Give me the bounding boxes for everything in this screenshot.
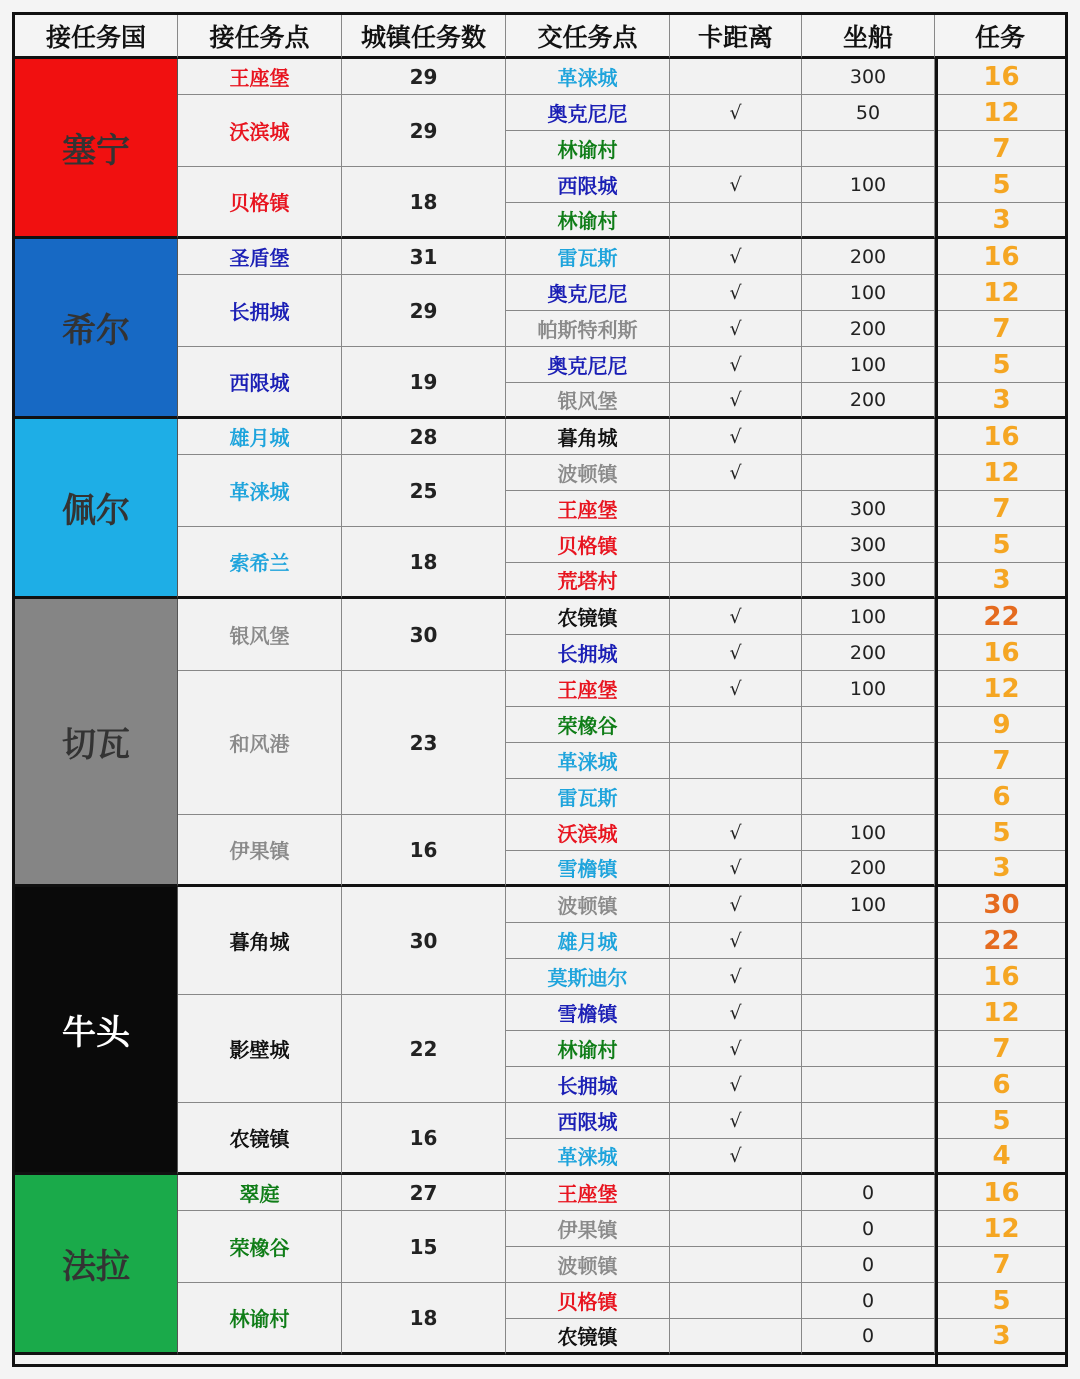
turnin-point: 伊果镇: [506, 1211, 670, 1247]
turnin-point: 西限城: [506, 167, 670, 203]
turnin-point: 雪檐镇: [506, 851, 670, 887]
turnin-point: 波顿镇: [506, 455, 670, 491]
task-count: 7: [938, 1247, 1065, 1283]
turnin-point: 雪檐镇: [506, 995, 670, 1031]
boat-cost: 300: [802, 59, 935, 95]
distance-check-mark: √: [670, 1031, 802, 1067]
distance-check-mark: √: [670, 851, 802, 887]
pickup-point: 暮角城: [178, 887, 342, 995]
boat-cost: 300: [802, 491, 935, 527]
town-task-count: 29: [342, 59, 506, 95]
task-count: 16: [938, 419, 1065, 455]
boat-cost: [802, 419, 935, 455]
town-task-count: 18: [342, 167, 506, 239]
turnin-point: 波顿镇: [506, 887, 670, 923]
pickup-point: 伊果镇: [178, 815, 342, 887]
town-task-count: 18: [342, 1283, 506, 1355]
task-count: 7: [938, 311, 1065, 347]
task-count: 5: [938, 1283, 1065, 1319]
task-count: 22: [938, 599, 1065, 635]
boat-cost: 200: [802, 383, 935, 419]
boat-cost: 0: [802, 1175, 935, 1211]
header-pickup: 接任务点: [178, 15, 342, 59]
header-task: 任务: [935, 15, 1065, 59]
boat-cost: [802, 923, 935, 959]
distance-check-mark: √: [670, 1139, 802, 1175]
distance-check-mark: √: [670, 455, 802, 491]
task-count: 12: [938, 1211, 1065, 1247]
turnin-point: 沃滨城: [506, 815, 670, 851]
distance-check-mark: [670, 563, 802, 599]
task-count: 5: [938, 1103, 1065, 1139]
boat-cost: 100: [802, 275, 935, 311]
pickup-point: 革涞城: [178, 455, 342, 527]
distance-check-mark: [670, 491, 802, 527]
distance-check-mark: √: [670, 311, 802, 347]
boat-cost: [802, 995, 935, 1031]
task-count: 30: [938, 887, 1065, 923]
boat-cost: [802, 1067, 935, 1103]
task-count: 22: [938, 923, 1065, 959]
header-town-count: 城镇任务数: [342, 15, 506, 59]
pickup-point: 农镜镇: [178, 1103, 342, 1175]
task-count: 3: [938, 851, 1065, 887]
country-cell: 佩尔: [15, 419, 178, 599]
distance-check-mark: √: [670, 671, 802, 707]
header-boat: 坐船: [802, 15, 935, 59]
country-cell: 切瓦: [15, 599, 178, 887]
distance-check-mark: √: [670, 95, 802, 131]
task-count: 3: [938, 203, 1065, 239]
task-count: 7: [938, 743, 1065, 779]
country-cell: 法拉: [15, 1175, 178, 1355]
boat-cost: 50: [802, 95, 935, 131]
pickup-point: 西限城: [178, 347, 342, 419]
town-task-count: 18: [342, 527, 506, 599]
turnin-point: 帕斯特利斯: [506, 311, 670, 347]
turnin-point: 银风堡: [506, 383, 670, 419]
turnin-point: 雄月城: [506, 923, 670, 959]
pickup-point: 雄月城: [178, 419, 342, 455]
town-task-count: 23: [342, 671, 506, 815]
distance-check-mark: [670, 743, 802, 779]
distance-check-mark: √: [670, 995, 802, 1031]
distance-check-mark: √: [670, 815, 802, 851]
pickup-point: 银风堡: [178, 599, 342, 671]
task-count: 6: [938, 1067, 1065, 1103]
turnin-point: 西限城: [506, 1103, 670, 1139]
distance-check-mark: √: [670, 167, 802, 203]
turnin-point: 奥克尼尼: [506, 95, 670, 131]
turnin-point: 长拥城: [506, 635, 670, 671]
town-task-count: 29: [342, 275, 506, 347]
task-count: 16: [938, 1175, 1065, 1211]
boat-cost: [802, 1139, 935, 1175]
turnin-point: 荣橡谷: [506, 707, 670, 743]
town-task-count: 30: [342, 887, 506, 995]
boat-cost: [802, 707, 935, 743]
task-count: 7: [938, 1031, 1065, 1067]
task-count: 5: [938, 167, 1065, 203]
distance-check-mark: √: [670, 383, 802, 419]
distance-check-mark: √: [670, 419, 802, 455]
task-count: 16: [938, 635, 1065, 671]
boat-cost: 300: [802, 563, 935, 599]
task-count: 16: [938, 59, 1065, 95]
boat-cost: [802, 455, 935, 491]
town-task-count: 27: [342, 1175, 506, 1211]
turnin-point: 贝格镇: [506, 527, 670, 563]
distance-check-mark: [670, 131, 802, 167]
distance-check-mark: √: [670, 239, 802, 275]
town-task-count: 28: [342, 419, 506, 455]
turnin-point: 奥克尼尼: [506, 347, 670, 383]
pickup-point: 索希兰: [178, 527, 342, 599]
pickup-point: 和风港: [178, 671, 342, 815]
distance-check-mark: [670, 1247, 802, 1283]
boat-cost: 0: [802, 1283, 935, 1319]
turnin-point: 林谕村: [506, 131, 670, 167]
boat-cost: 200: [802, 851, 935, 887]
pickup-point: 圣盾堡: [178, 239, 342, 275]
turnin-point: 王座堡: [506, 671, 670, 707]
distance-check-mark: √: [670, 923, 802, 959]
turnin-point: 暮角城: [506, 419, 670, 455]
task-count: 9: [938, 707, 1065, 743]
turnin-point: 雷瓦斯: [506, 779, 670, 815]
distance-check-mark: √: [670, 1067, 802, 1103]
task-count: 7: [938, 491, 1065, 527]
pickup-point: 林谕村: [178, 1283, 342, 1355]
task-count: 3: [938, 383, 1065, 419]
task-count: 16: [938, 959, 1065, 995]
task-count: 12: [938, 995, 1065, 1031]
boat-cost: [802, 779, 935, 815]
town-task-count: 16: [342, 1103, 506, 1175]
boat-cost: 100: [802, 671, 935, 707]
task-table: [12, 12, 1068, 1367]
country-cell: 希尔: [15, 239, 178, 419]
town-task-count: 19: [342, 347, 506, 419]
pickup-point: 王座堡: [178, 59, 342, 95]
town-task-count: 30: [342, 599, 506, 671]
boat-cost: 0: [802, 1319, 935, 1355]
pickup-point: 沃滨城: [178, 95, 342, 167]
boat-cost: 100: [802, 887, 935, 923]
turnin-point: 革涞城: [506, 59, 670, 95]
boat-cost: [802, 131, 935, 167]
country-cell: 塞宁: [15, 59, 178, 239]
turnin-point: 王座堡: [506, 491, 670, 527]
task-count: 12: [938, 95, 1065, 131]
boat-cost: 0: [802, 1211, 935, 1247]
boat-cost: [802, 203, 935, 239]
task-count: 7: [938, 131, 1065, 167]
turnin-point: 贝格镇: [506, 1283, 670, 1319]
town-task-count: 25: [342, 455, 506, 527]
town-task-count: 16: [342, 815, 506, 887]
task-count: 6: [938, 779, 1065, 815]
pickup-point: 荣橡谷: [178, 1211, 342, 1283]
boat-cost: 0: [802, 1247, 935, 1283]
task-count: 4: [938, 1139, 1065, 1175]
boat-cost: [802, 959, 935, 995]
task-count: 5: [938, 527, 1065, 563]
turnin-point: 莫斯迪尔: [506, 959, 670, 995]
task-count: 12: [938, 455, 1065, 491]
task-count: 3: [938, 1319, 1065, 1355]
boat-cost: 200: [802, 635, 935, 671]
distance-check-mark: [670, 59, 802, 95]
pickup-point: 贝格镇: [178, 167, 342, 239]
distance-check-mark: √: [670, 959, 802, 995]
distance-check-mark: [670, 707, 802, 743]
turnin-point: 林谕村: [506, 1031, 670, 1067]
distance-check-mark: [670, 203, 802, 239]
turnin-point: 农镜镇: [506, 599, 670, 635]
distance-check-mark: [670, 779, 802, 815]
boat-cost: 100: [802, 599, 935, 635]
town-task-count: 15: [342, 1211, 506, 1283]
boat-cost: [802, 743, 935, 779]
boat-cost: 100: [802, 167, 935, 203]
pickup-point: 长拥城: [178, 275, 342, 347]
distance-check-mark: √: [670, 599, 802, 635]
town-task-count: 22: [342, 995, 506, 1103]
boat-cost: 100: [802, 815, 935, 851]
turnin-point: 雷瓦斯: [506, 239, 670, 275]
distance-check-mark: √: [670, 275, 802, 311]
town-task-count: 31: [342, 239, 506, 275]
boat-cost: 200: [802, 239, 935, 275]
distance-check-mark: √: [670, 347, 802, 383]
task-count: 12: [938, 275, 1065, 311]
turnin-point: 荒塔村: [506, 563, 670, 599]
distance-check-mark: √: [670, 635, 802, 671]
turnin-point: 农镜镇: [506, 1319, 670, 1355]
turnin-point: 革涞城: [506, 743, 670, 779]
distance-check-mark: [670, 1175, 802, 1211]
distance-check-mark: √: [670, 887, 802, 923]
country-cell: 牛头: [15, 887, 178, 1175]
boat-cost: 200: [802, 311, 935, 347]
header-country: 接任务国: [15, 15, 178, 59]
task-count: 16: [938, 239, 1065, 275]
distance-check-mark: √: [670, 1103, 802, 1139]
boat-cost: [802, 1031, 935, 1067]
turnin-point: 波顿镇: [506, 1247, 670, 1283]
task-count: 5: [938, 347, 1065, 383]
distance-check-mark: [670, 1283, 802, 1319]
pickup-point: 影壁城: [178, 995, 342, 1103]
pickup-point: 翠庭: [178, 1175, 342, 1211]
task-count: 12: [938, 671, 1065, 707]
task-count: 5: [938, 815, 1065, 851]
distance-check-mark: [670, 1319, 802, 1355]
header-turnin: 交任务点: [506, 15, 670, 59]
turnin-point: 长拥城: [506, 1067, 670, 1103]
distance-check-mark: [670, 1211, 802, 1247]
turnin-point: 奥克尼尼: [506, 275, 670, 311]
boat-cost: 300: [802, 527, 935, 563]
header-distance: 卡距离: [670, 15, 802, 59]
boat-cost: [802, 1103, 935, 1139]
turnin-point: 革涞城: [506, 1139, 670, 1175]
distance-check-mark: [670, 527, 802, 563]
turnin-point: 林谕村: [506, 203, 670, 239]
town-task-count: 29: [342, 95, 506, 167]
boat-cost: 100: [802, 347, 935, 383]
task-count: 3: [938, 563, 1065, 599]
turnin-point: 王座堡: [506, 1175, 670, 1211]
